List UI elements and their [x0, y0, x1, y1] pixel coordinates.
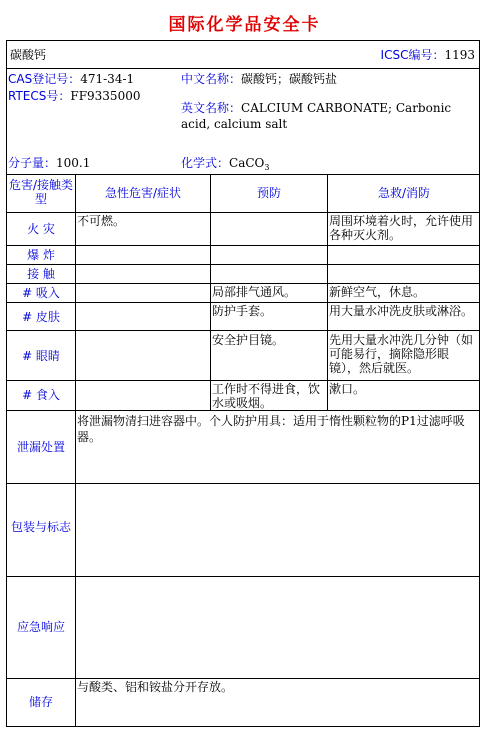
- chinese-name-label: 中文名称：: [181, 72, 242, 86]
- formula-subscript: 3: [264, 163, 270, 172]
- storage-content: 与酸类、铝和铵盐分开存放。: [77, 680, 234, 694]
- rtecs-number: [8, 89, 140, 103]
- fire-symptom: 不可燃。: [77, 214, 126, 228]
- chinese-name-value: 碳酸钙；碳酸钙盐: [241, 72, 338, 86]
- skin-aid: 用大量水冲洗皮肤或淋浴。: [329, 304, 474, 318]
- header-hazard-type: 危害/接触类型: [8, 178, 74, 206]
- inhalation-aid: 新鲜空气，休息。: [329, 285, 426, 299]
- english-name-value: CALCIUM CARBONATE; Carbonic acid, calcium salt: [181, 101, 452, 131]
- chemical-name: 碳酸钙: [10, 48, 47, 62]
- section-label-packaging: 包装与标志: [10, 520, 71, 534]
- row-label-fire: 火 灾: [27, 222, 55, 236]
- molecular-weight-value: 100.1: [56, 156, 91, 170]
- molecular-weight: [8, 156, 90, 170]
- ingestion-aid: 漱口。: [329, 382, 366, 396]
- cas-label: CAS登记号：: [8, 72, 81, 86]
- header-first-aid: 急救/消防: [377, 186, 431, 200]
- row-label-explosion: 爆 炸: [27, 248, 55, 262]
- row-label-contact: 接 触: [27, 267, 55, 281]
- eyes-aid: 先用大量水冲洗几分钟（如可能易行，摘除隐形眼镜），然后就医。: [329, 333, 474, 375]
- icsc-number: [381, 48, 475, 62]
- row-label-inhalation: # 吸入: [22, 286, 60, 300]
- icsc-value: 1193: [444, 48, 475, 62]
- molecular-weight-label: 分子量：: [8, 156, 57, 170]
- english-name: [181, 100, 471, 132]
- spill-content: 将泄漏物清扫进容器中。个人防护用具：适用于惰性颗粒物的P1过滤呼吸器。: [77, 414, 465, 444]
- inhalation-prevention: 局部排气通风。: [212, 285, 297, 299]
- row-label-skin: # 皮肤: [22, 310, 60, 324]
- cas-number: [8, 72, 134, 86]
- rtecs-value: FF9335000: [70, 89, 141, 103]
- header-symptoms: 急性危害/症状: [104, 186, 182, 200]
- chemical-formula: [181, 156, 269, 175]
- formula-label: 化学式：: [181, 156, 230, 170]
- cas-value: 471-34-1: [80, 72, 135, 86]
- row-label-eyes: # 眼睛: [22, 349, 60, 363]
- icsc-label: ICSC编号：: [380, 48, 445, 62]
- header-prevention: 预防: [256, 186, 281, 200]
- rtecs-label: RTECS号：: [8, 89, 71, 103]
- english-name-label: 英文名称：: [181, 101, 242, 115]
- formula-value: CaCO: [229, 156, 265, 170]
- section-label-spill: 泄漏处置: [16, 440, 65, 454]
- card-title: 国际化学品安全卡: [168, 15, 321, 35]
- skin-prevention: 防护手套。: [212, 304, 273, 318]
- ingestion-prevention: 工作时不得进食，饮水或吸烟。: [212, 382, 321, 410]
- row-label-ingestion: # 食入: [22, 388, 60, 402]
- section-label-storage: 储存: [28, 695, 53, 709]
- fire-aid: 周围环境着火时，允许使用各种灭火剂。: [329, 214, 474, 242]
- section-label-emergency: 应急响应: [16, 620, 65, 634]
- chinese-name: [181, 72, 337, 86]
- eyes-prevention: 安全护目镜。: [212, 333, 285, 347]
